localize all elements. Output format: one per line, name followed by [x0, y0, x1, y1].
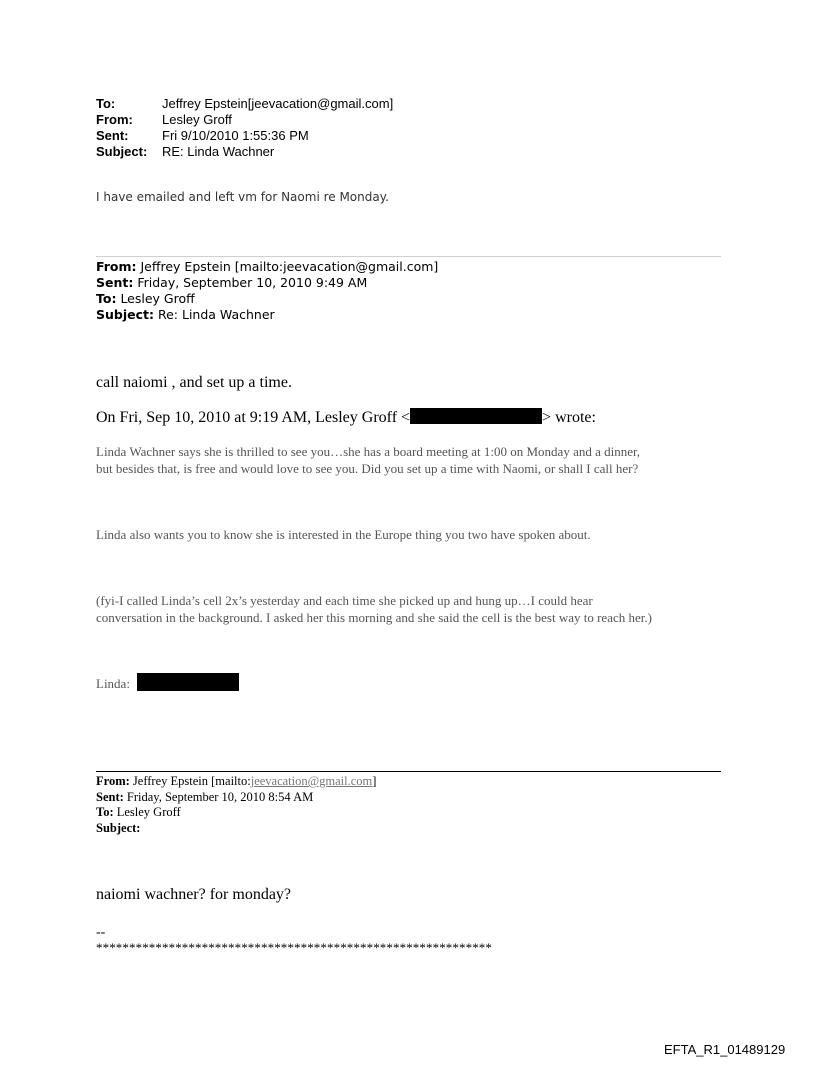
header-from-value: Lesley Groff — [162, 112, 232, 127]
q2-para3-line2: conversation in the background. I asked her this morning and she said the cell is the best way to reach her.) — [96, 610, 652, 625]
signature-dash: -- — [96, 925, 106, 940]
q1-on-prefix: On Fri, Sep 10, 2010 at 9:19 AM, Lesley Groff < — [96, 409, 411, 426]
divider-top — [96, 256, 721, 257]
q2-para2: Linda also wants you to know she is interested in the Europe thing you two have spoken about. — [96, 527, 591, 542]
q1-on-line — [96, 408, 596, 427]
q1-from-value: Jeffrey Epstein [mailto:jeevacation@gmail.com] — [140, 259, 439, 274]
document-id: EFTA_R1_01489129 — [664, 1042, 786, 1057]
q2-para1-line2: but besides that, is free and would love to see you. Did you set up a time with Naomi, or shall I call her? — [96, 461, 639, 476]
quoted-header-2 — [96, 774, 376, 836]
q3-to-row — [96, 805, 376, 821]
header-subject-value: RE: Linda Wachner — [162, 144, 275, 159]
header-sent-key: Sent: — [96, 128, 129, 143]
q3-subject-key: Subject: — [96, 820, 141, 835]
header-to-row — [96, 96, 393, 112]
q3-sent-value: Friday, September 10, 2010 8:54 AM — [126, 789, 314, 804]
q3-from-row — [96, 774, 376, 790]
redacted-phone — [137, 673, 239, 691]
q3-from-prefix: Jeffrey Epstein [mailto: — [132, 774, 251, 788]
q1-from-key: From: — [96, 259, 137, 274]
q2-para1 — [96, 443, 640, 477]
q1-body: call naiomi , and set up a time. — [96, 374, 292, 391]
q3-to-value: Lesley Groff — [116, 805, 181, 819]
q1-subject-value: Re: Linda Wachner — [157, 307, 275, 322]
q2-para1-line1: Linda Wachner says she is thrilled to see you…she has a board meeting at 1:00 on Monday and a dinner, — [96, 444, 641, 459]
header-from-row — [96, 112, 393, 128]
q1-subject-key: Subject: — [96, 307, 154, 322]
q3-subject-row — [96, 821, 376, 837]
header-subject-row — [96, 144, 393, 160]
q1-sent-value: Friday, September 10, 2010 9:49 AM — [137, 275, 368, 290]
header-sent-value: Fri 9/10/2010 1:55:36 PM — [162, 128, 309, 143]
q1-to-row — [96, 291, 438, 307]
q1-on-suffix: > wrote: — [542, 409, 596, 426]
q3-sent-key: Sent: — [96, 789, 124, 804]
q1-sent-key: Sent: — [96, 275, 134, 290]
header-subject-key: Subject: — [96, 144, 148, 159]
q2-para3 — [96, 592, 652, 626]
q3-body: naiomi wachner? for monday? — [96, 886, 292, 903]
q1-sent-row — [96, 275, 438, 291]
header-to-value: Jeffrey Epstein[jeevacation@gmail.com] — [162, 96, 394, 111]
signature-stars: ************************************************************ — [96, 940, 492, 955]
q3-to-key: To: — [96, 805, 114, 819]
reply-body: I have emailed and left vm for Naomi re Monday. — [96, 190, 389, 204]
header-to-key: To: — [96, 96, 116, 111]
divider-bottom — [96, 771, 721, 772]
q1-from-row — [96, 259, 438, 275]
q3-from-key: From: — [96, 774, 130, 788]
header-sent-row — [96, 128, 393, 144]
redacted-email — [410, 408, 542, 424]
email-header — [96, 96, 393, 160]
q1-to-value: Lesley Groff — [120, 291, 195, 306]
q3-from-suffix: ] — [372, 774, 377, 788]
q3-sent-row — [96, 790, 376, 806]
header-from-key: From: — [96, 112, 133, 127]
q2-para3-line1: (fyi-I called Linda’s cell 2x’s yesterday and each time she picked up and hung up…I could hear — [96, 593, 593, 608]
quoted-header-1 — [96, 259, 438, 323]
q1-to-key: To: — [96, 291, 117, 306]
email-link[interactable]: jeevacation@gmail.com — [250, 774, 373, 788]
linda-label: Linda: — [96, 676, 130, 691]
q1-subject-row — [96, 307, 438, 323]
